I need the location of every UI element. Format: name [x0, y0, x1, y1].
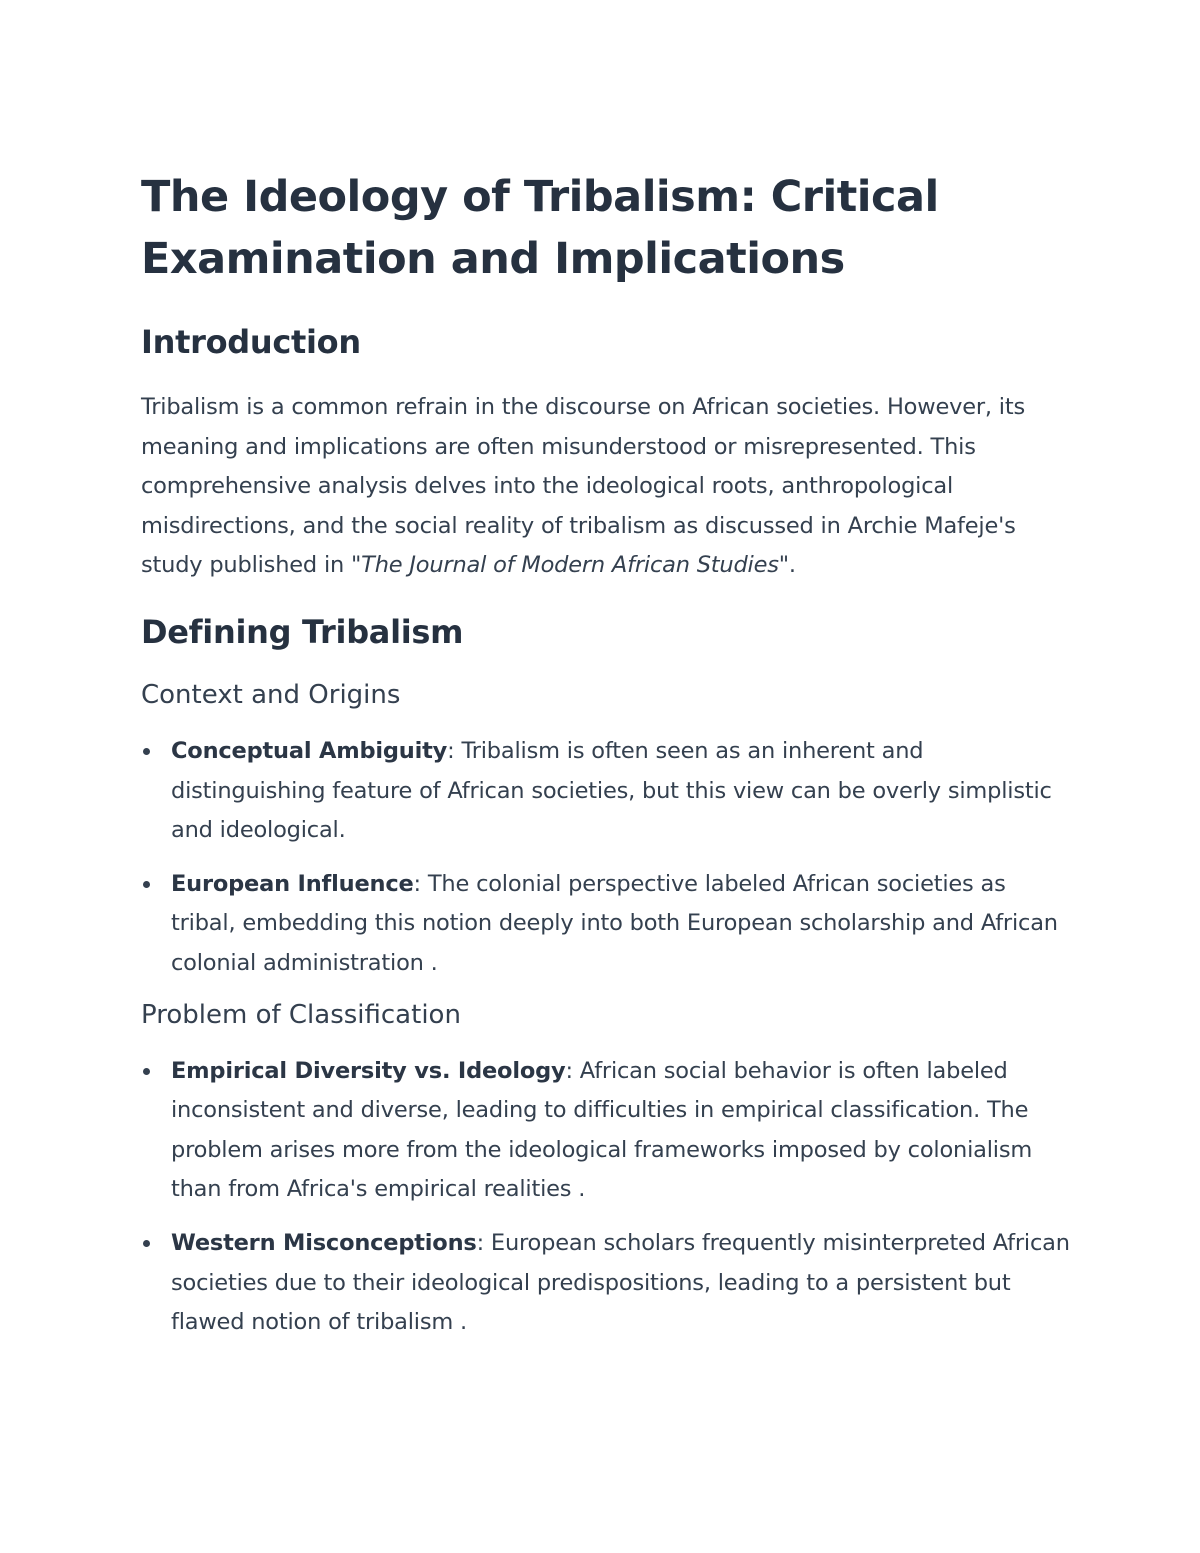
list-item-text: : Tribalism is often seen as an inherent and distinguishing feature of African societies, but this view can be overly simplistic and ideological.	[171, 737, 1052, 844]
list-item	[141, 1052, 1070, 1210]
introduction-paragraph	[141, 388, 1070, 586]
section-heading-defining-tribalism: Defining Tribalism	[141, 612, 464, 651]
list-item-text: : The colonial perspective labeled African societies as tribal, embedding this notion deeply into both European scholarship and African colonial administration .	[171, 870, 1058, 976]
list-item-term: Conceptual Ambiguity	[171, 737, 448, 764]
introduction-text: Tribalism is a common refrain in the discourse on African societies. However, its meaning and implications are often misunderstood or misrepresented. This comprehensive analysis delves into the ideological roots, anthropological misdirections, and the social reality of tribalism as discussed in Archie Mafeje's study published in "	[141, 394, 1025, 579]
list-item-term: European Influence	[171, 870, 414, 897]
list-item	[141, 865, 1070, 984]
list-item-term: Western Misconceptions	[171, 1229, 477, 1256]
bullet-icon	[143, 1068, 150, 1075]
problem-classification-list	[141, 1052, 1070, 1343]
list-item	[141, 1224, 1070, 1343]
bullet-icon	[143, 881, 150, 888]
subsection-heading-context-origins: Context and Origins	[141, 679, 401, 710]
document-title: The Ideology of Tribalism: Critical Examination and Implications	[141, 172, 939, 284]
context-origins-list	[141, 732, 1070, 984]
subsection-heading-problem-classification: Problem of Classification	[141, 999, 461, 1030]
section-heading-introduction: Introduction	[141, 323, 361, 361]
list-item-term: Empirical Diversity vs. Ideology	[171, 1057, 566, 1084]
introduction-text-end: ".	[778, 552, 796, 579]
list-item	[141, 732, 1070, 851]
list-item-text: : European scholars frequently misinterpreted African societies due to their ideological predispositions, leading to a persistent but flawed notion of tribalism .	[171, 1229, 1070, 1336]
list-item-text: : African social behavior is often labeled inconsistent and diverse, leading to difficulties in empirical classification. The problem arises more from the ideological frameworks imposed by colonialism than from Africa's empirical realities .	[171, 1057, 1033, 1203]
bullet-icon	[143, 748, 150, 755]
bullet-icon	[143, 1240, 150, 1247]
journal-title: The Journal of Modern African Studies	[361, 552, 779, 579]
